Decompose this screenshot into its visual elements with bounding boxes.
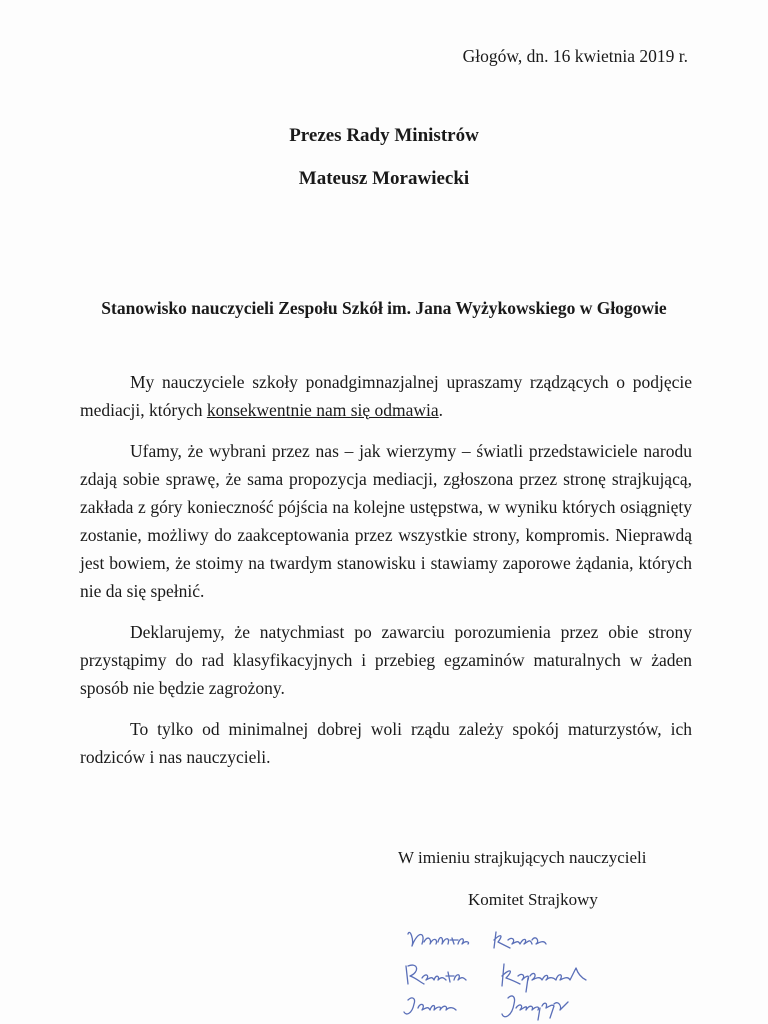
recipient-title: Prezes Rady Ministrów — [289, 125, 479, 146]
paragraph-1-text: My nauczyciele szkoły ponadgimnazjalnej upraszamy rządzących o podjęcie mediacji, których — [80, 372, 692, 420]
paragraph-3: Deklarujemy, że natychmiast po zawarciu porozumienia przez obie strony przystąpimy do rad klasyfikacyjnych i przebieg egzaminów maturalnych w żaden sposób nie będzie zagrożony. — [80, 622, 692, 698]
letter-body — [80, 368, 692, 784]
paragraph-1-end: . — [438, 400, 444, 420]
closing-line: W imieniu strajkujących nauczycieli — [398, 848, 647, 867]
handwritten-signatures — [400, 920, 660, 1024]
recipient-name: Mateusz Morawiecki — [298, 168, 470, 189]
paragraph-1 — [80, 368, 692, 424]
paragraph-1-underlined: konsekwentnie nam się odmawia — [206, 400, 439, 420]
signature-3 — [404, 996, 568, 1020]
place-date: Głogów, dn. 16 kwietnia 2019 r. — [462, 46, 688, 66]
paragraph-4: To tylko od minimalnej dobrej woli rządu zależy spokój maturzystów, ich rodziców i nas nauczycieli. — [80, 719, 692, 767]
letter-subject: Stanowisko nauczycieli Zespołu Szkół im. Jana Wyżykowskiego w Głogowie — [101, 298, 667, 318]
paragraph-2: Ufamy, że wybrani przez nas – jak wierzymy – światli przedstawiciele narodu zdają sobie sprawę, że sama propozycja mediacji, zgłoszona przez stronę strajkującą, zakłada z góry konieczność pójścia na kolejne ustępstwa, w wyniku których osiągnięty zostanie, możliwy do zaakceptowania przez wszystkie strony, kompromis. Nieprawdą jest bowiem, że stoimy na twardym stanowisku i stawiamy zaporowe żądania, których nie da się spełnić. — [80, 441, 692, 601]
signature-2 — [406, 964, 586, 992]
committee-name: Komitet Strajkowy — [468, 890, 598, 909]
signature-1 — [408, 932, 546, 948]
